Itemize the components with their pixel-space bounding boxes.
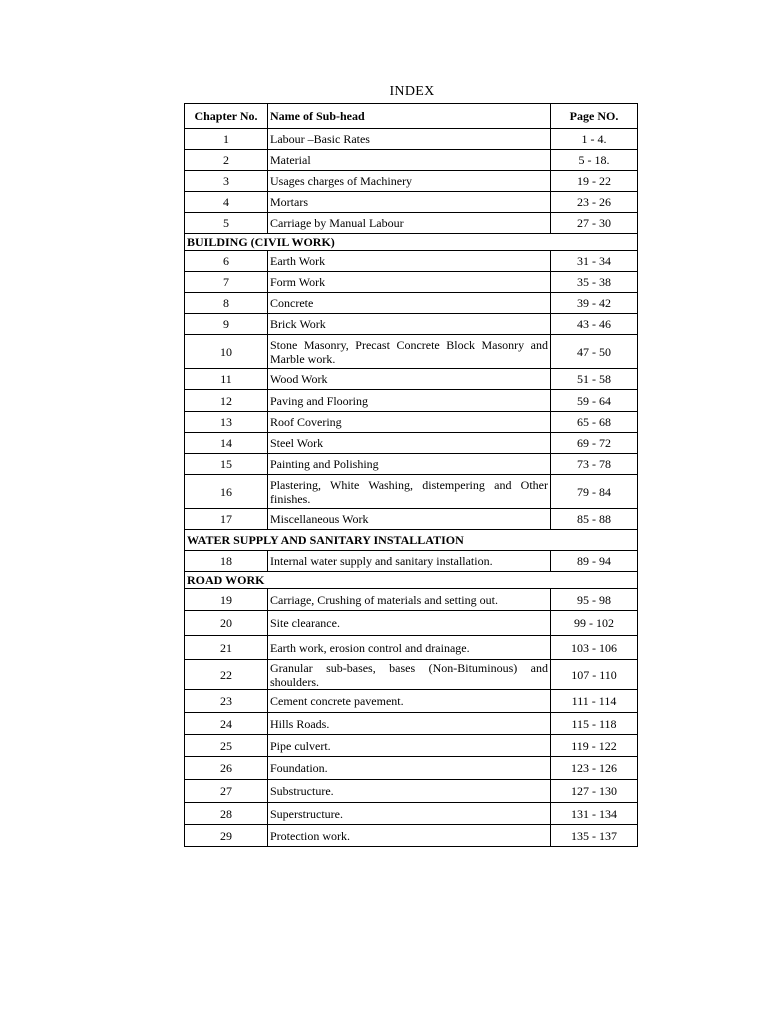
chapter-no-cell: 28 (185, 803, 268, 825)
sub-head-cell: Material (268, 150, 551, 171)
page-no-cell: 135 - 137 (551, 825, 638, 847)
page-no-cell: 69 - 72 (551, 433, 638, 454)
table-row (185, 454, 638, 475)
table-row (185, 335, 638, 369)
table-row (185, 636, 638, 660)
page-no-cell: 89 - 94 (551, 551, 638, 572)
sub-head-cell: Protection work. (268, 825, 551, 847)
table-row (185, 433, 638, 454)
table-row (185, 589, 638, 611)
sub-head-cell: Substructure. (268, 780, 551, 803)
chapter-no-cell: 6 (185, 251, 268, 272)
chapter-no-cell: 20 (185, 611, 268, 636)
chapter-no-cell: 10 (185, 335, 268, 369)
sub-head-cell: Carriage by Manual Labour (268, 213, 551, 234)
chapter-no-cell: 8 (185, 293, 268, 314)
page-no-cell: 65 - 68 (551, 412, 638, 433)
table-row (185, 825, 638, 847)
table-row (185, 509, 638, 530)
chapter-no-cell: 9 (185, 314, 268, 335)
sub-head-cell: Painting and Polishing (268, 454, 551, 475)
page-no-cell: 1 - 4. (551, 129, 638, 150)
page-no-cell: 31 - 34 (551, 251, 638, 272)
chapter-no-cell: 12 (185, 390, 268, 412)
table-row (185, 757, 638, 780)
chapter-no-cell: 5 (185, 213, 268, 234)
sub-head-cell: Pipe culvert. (268, 735, 551, 757)
table-row (185, 272, 638, 293)
chapter-no-cell: 15 (185, 454, 268, 475)
chapter-no-cell: 25 (185, 735, 268, 757)
sub-head-cell: Wood Work (268, 369, 551, 390)
chapter-no-cell: 3 (185, 171, 268, 192)
table-row (185, 213, 638, 234)
page-no-cell: 39 - 42 (551, 293, 638, 314)
chapter-no-cell: 21 (185, 636, 268, 660)
chapter-no-cell: 24 (185, 713, 268, 735)
page-no-cell: 79 - 84 (551, 475, 638, 509)
table-row (185, 690, 638, 713)
sub-head-cell: Roof Covering (268, 412, 551, 433)
sub-head-cell: Hills Roads. (268, 713, 551, 735)
table-row (185, 171, 638, 192)
chapter-no-cell: 29 (185, 825, 268, 847)
page-no-cell: 35 - 38 (551, 272, 638, 293)
sub-head-cell: Usages charges of Machinery (268, 171, 551, 192)
page-no-cell: 51 - 58 (551, 369, 638, 390)
index-table (184, 103, 638, 847)
sub-head-cell: Mortars (268, 192, 551, 213)
chapter-no-cell: 19 (185, 589, 268, 611)
sub-head-cell: Miscellaneous Work (268, 509, 551, 530)
chapter-no-cell: 4 (185, 192, 268, 213)
page-no-cell: 43 - 46 (551, 314, 638, 335)
table-row (185, 660, 638, 690)
sub-head-cell: Carriage, Crushing of materials and setting out. (268, 589, 551, 611)
table-row (185, 129, 638, 150)
page-no-cell: 115 - 118 (551, 713, 638, 735)
section-heading: BUILDING (CIVIL WORK) (185, 234, 638, 251)
table-row (185, 713, 638, 735)
table-row (185, 780, 638, 803)
header-sub-head: Name of Sub-head (268, 104, 551, 129)
sub-head-cell: Granular sub-bases, bases (Non-Bituminous) and shoulders. (268, 660, 551, 690)
section-heading: ROAD WORK (185, 572, 638, 589)
sub-head-cell: Foundation. (268, 757, 551, 780)
section-heading-row (185, 530, 638, 551)
page-no-cell: 5 - 18. (551, 150, 638, 171)
chapter-no-cell: 17 (185, 509, 268, 530)
table-row (185, 150, 638, 171)
page-no-cell: 119 - 122 (551, 735, 638, 757)
table-row (185, 611, 638, 636)
table-row (185, 412, 638, 433)
header-row (185, 104, 638, 129)
page-no-cell: 85 - 88 (551, 509, 638, 530)
section-heading-row (185, 234, 638, 251)
table-row (185, 251, 638, 272)
sub-head-cell: Earth Work (268, 251, 551, 272)
table-row (185, 390, 638, 412)
sub-head-cell: Superstructure. (268, 803, 551, 825)
chapter-no-cell: 16 (185, 475, 268, 509)
sub-head-cell: Site clearance. (268, 611, 551, 636)
table-row (185, 192, 638, 213)
table-row (185, 551, 638, 572)
chapter-no-cell: 11 (185, 369, 268, 390)
page-title: INDEX (389, 84, 435, 99)
page-no-cell: 123 - 126 (551, 757, 638, 780)
page-no-cell: 111 - 114 (551, 690, 638, 713)
page-no-cell: 99 - 102 (551, 611, 638, 636)
page-no-cell: 23 - 26 (551, 192, 638, 213)
page-no-cell: 131 - 134 (551, 803, 638, 825)
page-no-cell: 95 - 98 (551, 589, 638, 611)
page-no-cell: 59 - 64 (551, 390, 638, 412)
table-row (185, 314, 638, 335)
sub-head-cell: Paving and Flooring (268, 390, 551, 412)
sub-head-cell: Steel Work (268, 433, 551, 454)
header-page-no: Page NO. (551, 104, 638, 129)
page-no-cell: 73 - 78 (551, 454, 638, 475)
chapter-no-cell: 2 (185, 150, 268, 171)
sub-head-cell: Plastering, White Washing, distempering and Other finishes. (268, 475, 551, 509)
section-heading-row (185, 572, 638, 589)
table-row (185, 293, 638, 314)
page-no-cell: 103 - 106 (551, 636, 638, 660)
sub-head-cell: Labour –Basic Rates (268, 129, 551, 150)
chapter-no-cell: 22 (185, 660, 268, 690)
page-no-cell: 47 - 50 (551, 335, 638, 369)
section-heading: WATER SUPPLY AND SANITARY INSTALLATION (185, 530, 638, 551)
sub-head-cell: Internal water supply and sanitary installation. (268, 551, 551, 572)
chapter-no-cell: 26 (185, 757, 268, 780)
page-no-cell: 107 - 110 (551, 660, 638, 690)
table-row (185, 803, 638, 825)
chapter-no-cell: 13 (185, 412, 268, 433)
sub-head-cell: Earth work, erosion control and drainage. (268, 636, 551, 660)
table-row (185, 369, 638, 390)
table-row (185, 735, 638, 757)
chapter-no-cell: 23 (185, 690, 268, 713)
sub-head-cell: Brick Work (268, 314, 551, 335)
page-no-cell: 19 - 22 (551, 171, 638, 192)
chapter-no-cell: 27 (185, 780, 268, 803)
sub-head-cell: Cement concrete pavement. (268, 690, 551, 713)
page-no-cell: 127 - 130 (551, 780, 638, 803)
chapter-no-cell: 18 (185, 551, 268, 572)
sub-head-cell: Form Work (268, 272, 551, 293)
page-no-cell: 27 - 30 (551, 213, 638, 234)
sub-head-cell: Concrete (268, 293, 551, 314)
chapter-no-cell: 14 (185, 433, 268, 454)
chapter-no-cell: 7 (185, 272, 268, 293)
header-chapter-no: Chapter No. (185, 104, 268, 129)
table-row (185, 475, 638, 509)
chapter-no-cell: 1 (185, 129, 268, 150)
sub-head-cell: Stone Masonry, Precast Concrete Block Masonry and Marble work. (268, 335, 551, 369)
